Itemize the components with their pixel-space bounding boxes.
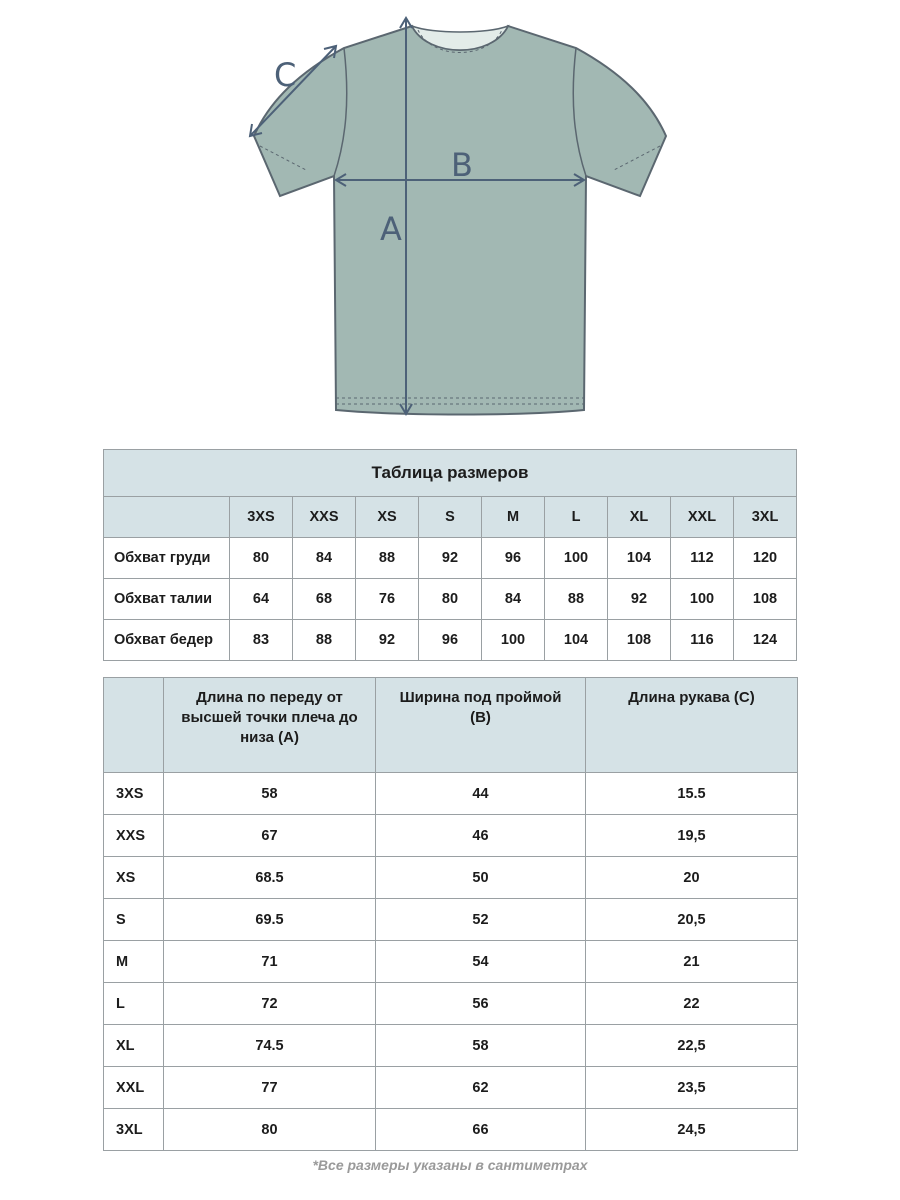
tshirt-diagram xyxy=(0,0,900,440)
table-cell: 92 xyxy=(356,620,419,661)
size-header: XXS xyxy=(293,497,356,538)
table-row xyxy=(104,1025,798,1067)
table-cell: 68.5 xyxy=(164,857,376,899)
size-header: XXL xyxy=(671,497,734,538)
row-size-label: XL xyxy=(104,1025,164,1067)
table-cell: 124 xyxy=(734,620,797,661)
size-header: XS xyxy=(356,497,419,538)
row-size-label: S xyxy=(104,899,164,941)
table-cell: 83 xyxy=(230,620,293,661)
row-size-label: XS xyxy=(104,857,164,899)
table-cell: 74.5 xyxy=(164,1025,376,1067)
table-cell: 62 xyxy=(376,1067,586,1109)
row-size-label: 3XL xyxy=(104,1109,164,1151)
column-header-sleeve: Длина рукава (С) xyxy=(586,678,798,773)
size-chart-table xyxy=(103,449,797,661)
table-cell: 22,5 xyxy=(586,1025,798,1067)
table-cell: 72 xyxy=(164,983,376,1025)
table-cell: 21 xyxy=(586,941,798,983)
table-cell: 116 xyxy=(671,620,734,661)
size-header: M xyxy=(482,497,545,538)
table-cell: 20,5 xyxy=(586,899,798,941)
row-label: Обхват бедер xyxy=(104,620,230,661)
table-row xyxy=(104,899,798,941)
table-row xyxy=(104,1067,798,1109)
table-cell: 64 xyxy=(230,579,293,620)
table-cell: 19,5 xyxy=(586,815,798,857)
table-row xyxy=(104,620,797,661)
table-cell: 96 xyxy=(482,538,545,579)
table-cell: 24,5 xyxy=(586,1109,798,1151)
label-a: A xyxy=(380,210,402,248)
table-cell: 15.5 xyxy=(586,773,798,815)
header-corner xyxy=(104,678,164,773)
table-cell: 104 xyxy=(545,620,608,661)
table-cell: 104 xyxy=(608,538,671,579)
row-label: Обхват груди xyxy=(104,538,230,579)
table-cell: 54 xyxy=(376,941,586,983)
table-cell: 84 xyxy=(482,579,545,620)
table-cell: 50 xyxy=(376,857,586,899)
label-b: B xyxy=(451,146,473,184)
table-cell: 92 xyxy=(608,579,671,620)
size-chart-title: Таблица размеров xyxy=(104,450,797,497)
table-row xyxy=(104,857,798,899)
table-cell: 100 xyxy=(482,620,545,661)
table-cell: 100 xyxy=(671,579,734,620)
table-cell: 68 xyxy=(293,579,356,620)
table-cell: 84 xyxy=(293,538,356,579)
table-cell: 88 xyxy=(293,620,356,661)
measurements-header-row xyxy=(104,678,798,773)
row-size-label: M xyxy=(104,941,164,983)
table-cell: 67 xyxy=(164,815,376,857)
column-header-length: Длина по переду от высшей точки плеча до низа (А) xyxy=(164,678,376,773)
table-cell: 80 xyxy=(164,1109,376,1151)
table-cell: 88 xyxy=(356,538,419,579)
measurements-table xyxy=(103,677,798,1151)
table-cell: 108 xyxy=(608,620,671,661)
table-cell: 66 xyxy=(376,1109,586,1151)
table-cell: 46 xyxy=(376,815,586,857)
table-cell: 112 xyxy=(671,538,734,579)
row-size-label: L xyxy=(104,983,164,1025)
header-corner xyxy=(104,497,230,538)
table-cell: 120 xyxy=(734,538,797,579)
table-cell: 22 xyxy=(586,983,798,1025)
table-row xyxy=(104,538,797,579)
table-row xyxy=(104,815,798,857)
table-cell: 80 xyxy=(230,538,293,579)
table-cell: 20 xyxy=(586,857,798,899)
size-header: 3XS xyxy=(230,497,293,538)
table-cell: 23,5 xyxy=(586,1067,798,1109)
tshirt-svg xyxy=(0,0,900,440)
row-size-label: XXS xyxy=(104,815,164,857)
table-cell: 80 xyxy=(419,579,482,620)
column-header-width: Ширина под проймой (В) xyxy=(376,678,586,773)
size-header: S xyxy=(419,497,482,538)
table-row xyxy=(104,579,797,620)
table-cell: 69.5 xyxy=(164,899,376,941)
table-cell: 58 xyxy=(164,773,376,815)
size-header: 3XL xyxy=(734,497,797,538)
table-cell: 92 xyxy=(419,538,482,579)
label-c: C xyxy=(274,56,297,94)
table-cell: 56 xyxy=(376,983,586,1025)
table-cell: 76 xyxy=(356,579,419,620)
table-cell: 77 xyxy=(164,1067,376,1109)
table-cell: 44 xyxy=(376,773,586,815)
table-row xyxy=(104,1109,798,1151)
size-header: L xyxy=(545,497,608,538)
table-row xyxy=(104,983,798,1025)
footnote: *Все размеры указаны в сантиметрах xyxy=(312,1157,588,1173)
size-header-row xyxy=(104,497,797,538)
row-size-label: XXL xyxy=(104,1067,164,1109)
table-row xyxy=(104,941,798,983)
table-cell: 58 xyxy=(376,1025,586,1067)
table-cell: 52 xyxy=(376,899,586,941)
table-cell: 96 xyxy=(419,620,482,661)
table-row xyxy=(104,773,798,815)
table-cell: 71 xyxy=(164,941,376,983)
table-cell: 108 xyxy=(734,579,797,620)
row-size-label: 3XS xyxy=(104,773,164,815)
row-label: Обхват талии xyxy=(104,579,230,620)
table-cell: 100 xyxy=(545,538,608,579)
table-cell: 88 xyxy=(545,579,608,620)
size-header: XL xyxy=(608,497,671,538)
tshirt-shape xyxy=(254,26,666,415)
